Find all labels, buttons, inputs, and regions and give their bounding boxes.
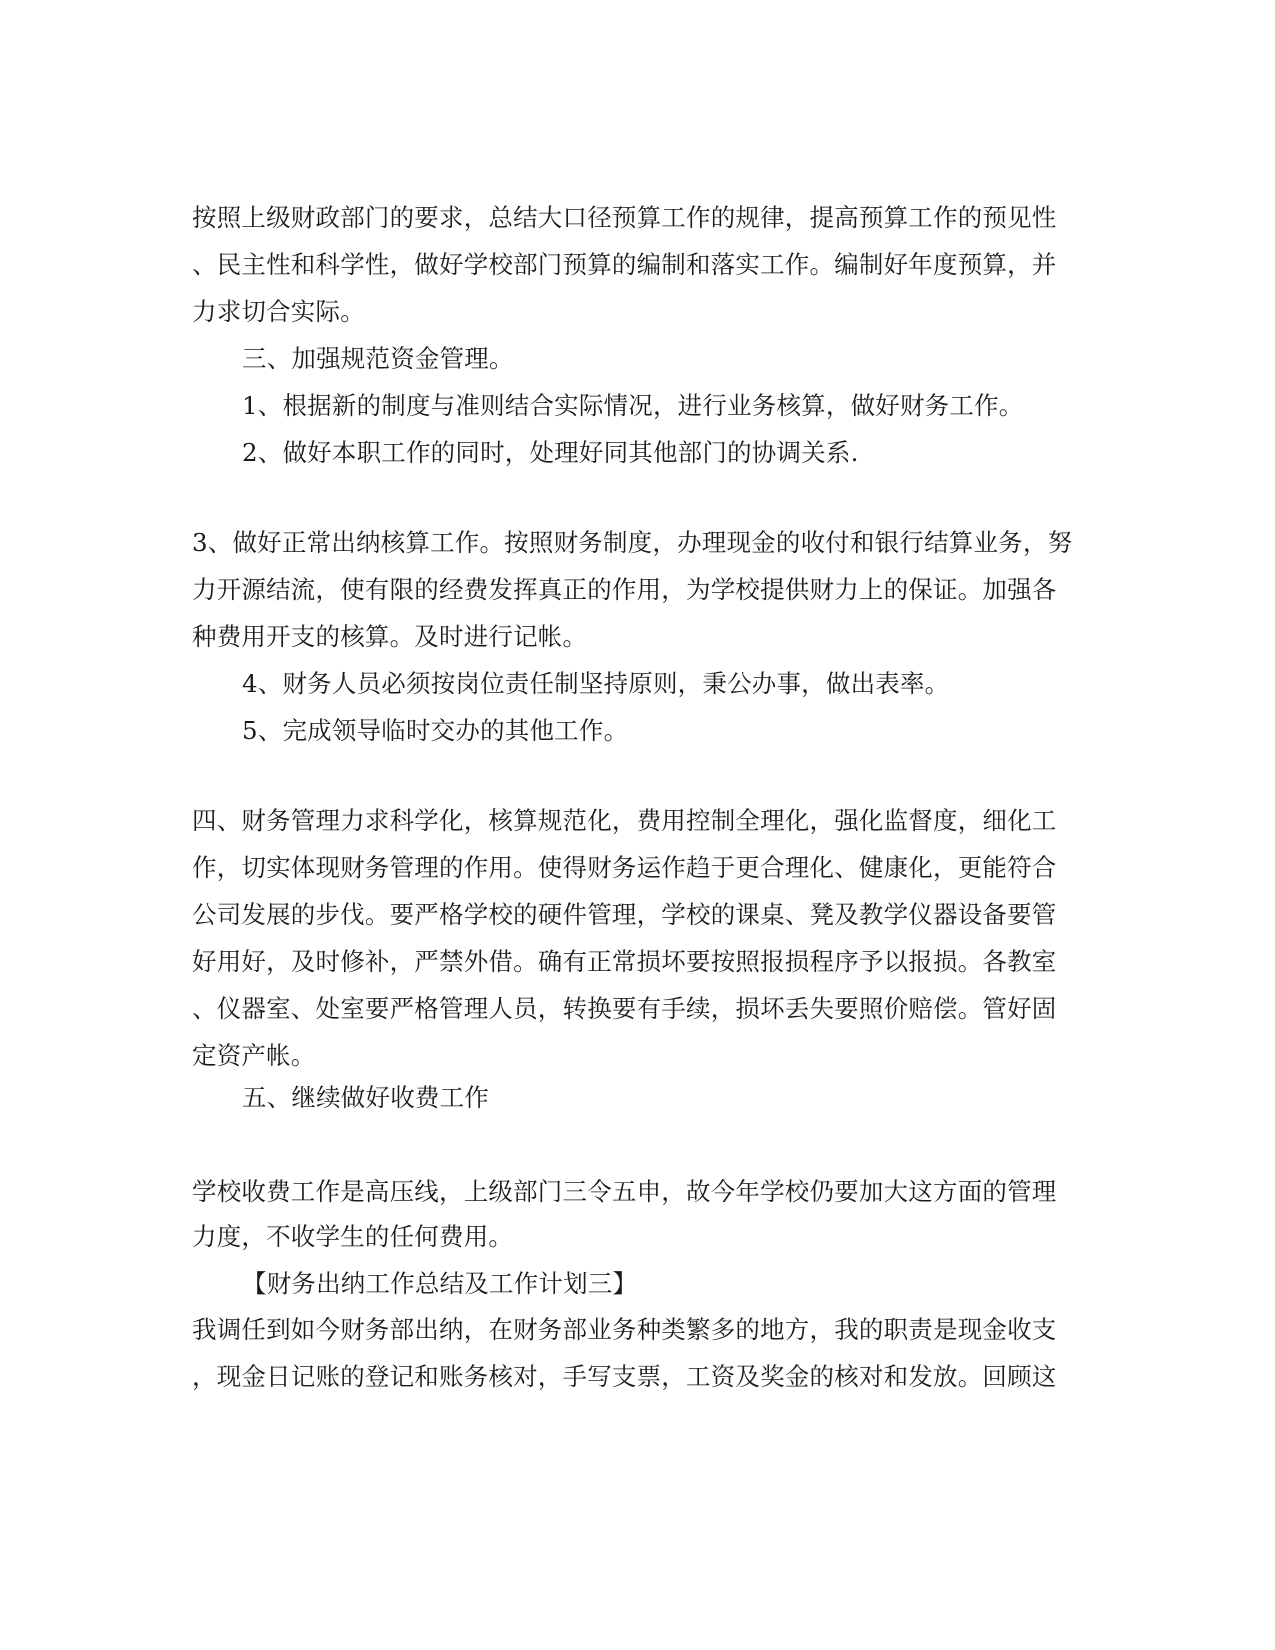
paragraph-line: ，现金日记账的登记和账务核对，手写支票，工资及奖金的核对和发放。回顾这 xyxy=(192,1362,1057,1391)
list-item: 5、完成领导临时交办的其他工作。 xyxy=(242,716,629,745)
paragraph-line: 力开源结流，使有限的经费发挥真正的作用，为学校提供财力上的保证。加强各 xyxy=(192,575,1057,604)
section-title: 【财务出纳工作总结及工作计划三】 xyxy=(242,1269,638,1298)
paragraph-line: 我调任到如今财务部出纳，在财务部业务种类繁多的地方，我的职责是现金收支 xyxy=(192,1315,1057,1344)
paragraph-line: 按照上级财政部门的要求，总结大口径预算工作的规律，提高预算工作的预见性 xyxy=(192,203,1057,232)
paragraph-line: 定资产帐。 xyxy=(192,1041,316,1070)
paragraph-line: 、仪器室、处室要严格管理人员，转换要有手续，损坏丢失要照价赔偿。管好固 xyxy=(192,994,1057,1023)
paragraph-line: 种费用开支的核算。及时进行记帐。 xyxy=(192,622,588,651)
list-item: 4、财务人员必须按岗位责任制坚持原则，秉公办事，做出表率。 xyxy=(242,669,950,698)
list-item: 3、做好正常出纳核算工作。按照财务制度，办理现金的收付和银行结算业务，努 xyxy=(192,528,1073,557)
paragraph-line: 作，切实体现财务管理的作用。使得财务运作趋于更合理化、健康化，更能符合 xyxy=(192,853,1057,882)
section-heading-5: 五、继续做好收费工作 xyxy=(242,1083,489,1112)
paragraph-line: 力度，不收学生的任何费用。 xyxy=(192,1222,514,1251)
paragraph-line: 公司发展的步伐。要严格学校的硬件管理，学校的课桌、凳及教学仪器设备要管 xyxy=(192,900,1057,929)
paragraph-line: 、民主性和科学性，做好学校部门预算的编制和落实工作。编制好年度预算，并 xyxy=(192,250,1057,279)
paragraph-line: 力求切合实际。 xyxy=(192,297,365,326)
list-item: 2、做好本职工作的同时，处理好同其他部门的协调关系. xyxy=(242,438,859,467)
section-heading-3: 三、加强规范资金管理。 xyxy=(242,344,514,373)
paragraph-line: 学校收费工作是高压线，上级部门三令五申，故今年学校仍要加大这方面的管理 xyxy=(192,1177,1057,1206)
paragraph-line: 好用好，及时修补，严禁外借。确有正常损坏要按照报损程序予以报损。各教室 xyxy=(192,947,1057,976)
list-item: 1、根据新的制度与准则结合实际情况，进行业务核算，做好财务工作。 xyxy=(242,391,1024,420)
section-heading-4: 四、财务管理力求科学化，核算规范化，费用控制全理化，强化监督度，细化工 xyxy=(192,806,1057,835)
